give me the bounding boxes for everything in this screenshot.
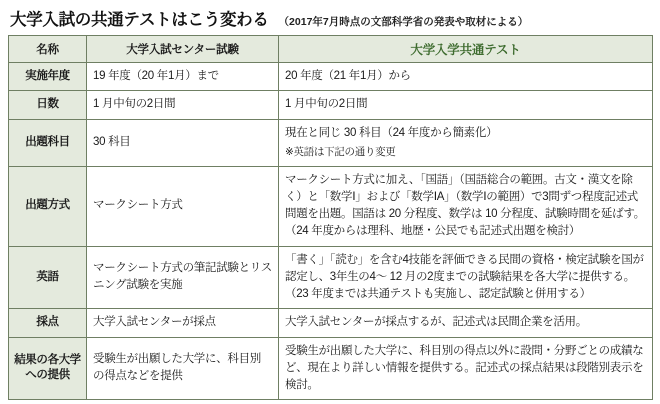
table-row (9, 309, 653, 337)
row-label: 出題方式 (9, 166, 87, 246)
row-new-value: 20 年度（21 年1月）から (279, 63, 653, 91)
table-row (9, 337, 653, 400)
row-label: 出題科目 (9, 119, 87, 166)
column-header-label: 名称 (9, 36, 87, 63)
page-subtitle: （2017年7月時点の文部科学省の発表や取材による） (278, 15, 529, 28)
column-header-new-exam: 大学入学共通テスト (279, 36, 653, 63)
column-header-old-exam: 大学入試センター試験 (87, 36, 279, 63)
row-old-value: 大学入試センターが採点 (87, 309, 279, 337)
table-row (9, 166, 653, 246)
row-label-line2: への提供 (25, 369, 70, 382)
page-header (8, 6, 652, 35)
row-label: 英語 (9, 246, 87, 309)
row-new-value: 大学入試センターが採点するが、記述式は民間企業を活用。 (279, 309, 653, 337)
comparison-table (8, 35, 653, 400)
row-old-value: 受験生が出願した大学に、科目別の得点などを提供 (87, 337, 279, 400)
row-label: 実施年度 (9, 63, 87, 91)
row-new-note: ※英語は下記の通り変更 (285, 145, 396, 158)
row-new-value: 「書く」「読む」を含む4技能を評価できる民間の資格・検定試験を国が認定し、3年生の4～ 12 月の2度までの試験結果を各大学に提供する。（23 年度までは共通テストも実施し、認定試験と併用する） (279, 246, 653, 309)
row-old-value: 1 月中旬の2日間 (87, 91, 279, 119)
row-old-value: 30 科目 (87, 119, 279, 166)
row-label-line1: 結果の各大学 (14, 353, 81, 366)
table-row (9, 91, 653, 119)
row-old-value: マークシート方式の筆記試験とリスニング試験を実施 (87, 246, 279, 309)
row-label: 採点 (9, 309, 87, 337)
table-row (9, 119, 653, 166)
table-row (9, 246, 653, 309)
row-new-value-group (279, 119, 653, 166)
row-new-value: マークシート方式に加え、「国語」（国語総合の範囲。古文・漢文を除く）と「数学Ⅰ」および「数学ⅠA」（数学Ⅰの範囲）で3問ずつ程度記述式問題を出題。国語は 20 分程度、数学は 10 分程度、試験時間を延ばす。（24 年度からは理科、地歴・公民でも記述式出題を検討） (279, 166, 653, 246)
page-title: 大学入試の共通テストはこう変わる (10, 11, 269, 29)
row-label: 日数 (9, 91, 87, 119)
table-header (9, 36, 653, 63)
row-new-value: 受験生が出願した大学に、科目別の得点以外に設問・分野ごとの成績など、現在より詳しい情報を提供する。記述式の採点結果は段階別表示を検討。 (279, 337, 653, 400)
row-new-value: 現在と同じ 30 科目（24 年度から簡素化） (285, 126, 498, 139)
row-new-value: 1 月中旬の2日間 (279, 91, 653, 119)
row-old-value: マークシート方式 (87, 166, 279, 246)
row-label (9, 337, 87, 400)
table-header-row (9, 36, 653, 63)
table-body (9, 63, 653, 400)
row-old-value: 19 年度（20 年1月）まで (87, 63, 279, 91)
table-row (9, 63, 653, 91)
